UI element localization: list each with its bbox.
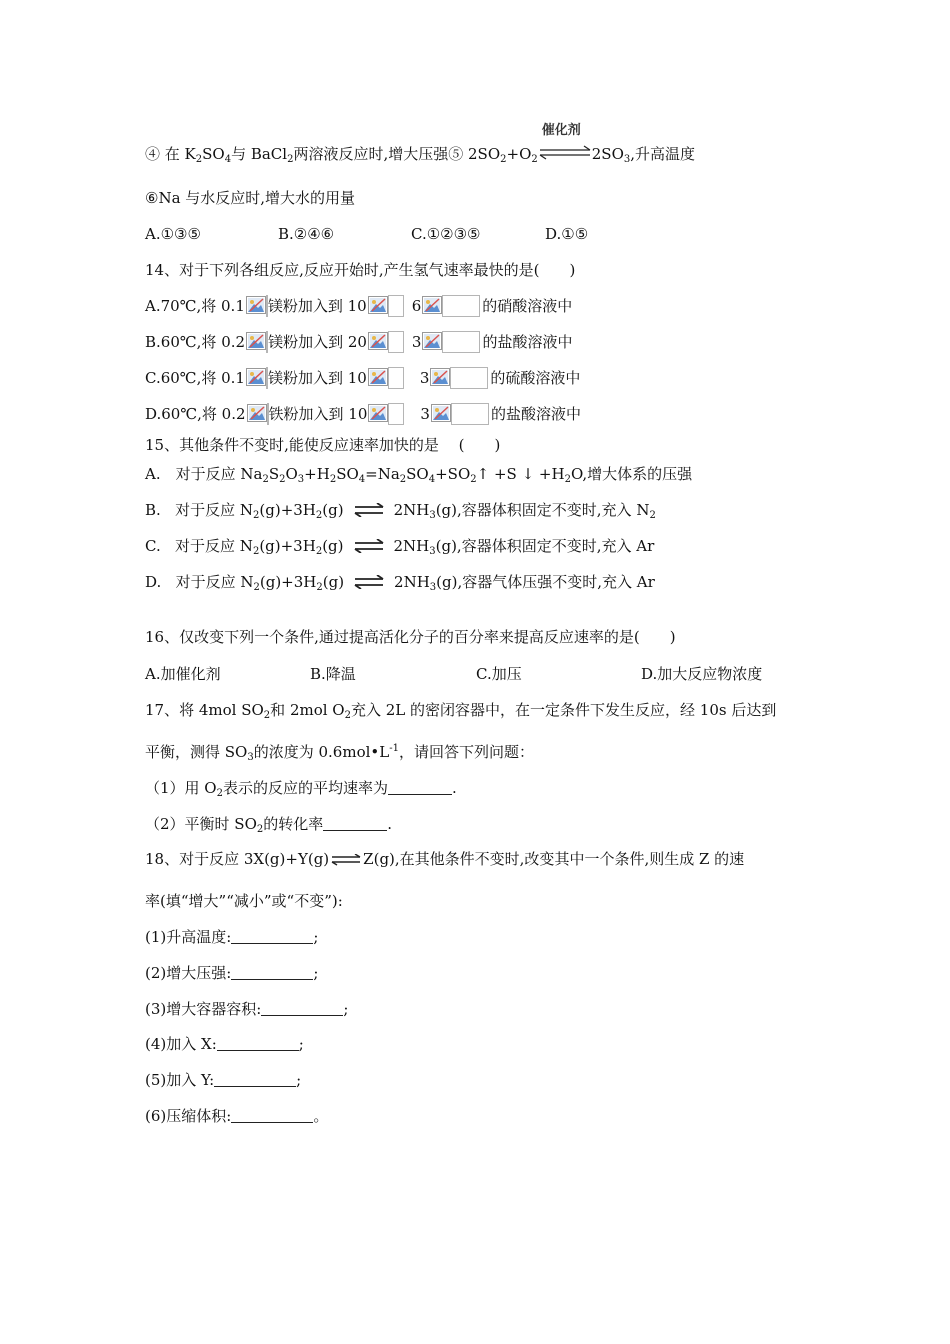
q13-option-a: A.①③⑤ <box>145 225 201 243</box>
q17-stem-line2: 平衡，测得 $SO_3$的浓度为 $0.6mol•L^{-1}$，请回答下列问题： <box>145 743 534 763</box>
q14-option-c: C.60℃,将 0.1 镁粉加入到 10 3 的硫酸溶液中 <box>145 369 581 387</box>
answer-blank[interactable] <box>388 780 452 795</box>
broken-image-icon <box>368 404 388 422</box>
q15-option-c: C. 对于反应 $N_2(g)+3H_2(g)$ $2NH_3(g)$,容器体积固定不变时,充入 Ar <box>145 537 655 557</box>
broken-image-icon <box>246 332 266 350</box>
q17-part2: （2）平衡时 $SO_2$的转化率 . <box>145 815 393 835</box>
q18-stem-line2: 率(填“增大”“减小”或“不变”): <box>145 892 343 910</box>
q14-stem: 14、对于下列各组反应,反应开始时,产生氢气速率最快的是( ) <box>145 261 576 279</box>
q13-item-4-5: ④ 在 $K_2SO_4$与 BaCl$_2$两溶液反应时,增大压强⑤ $2SO_2+O_2$ 催化剂 $2SO_3$,升高温度 <box>145 123 696 165</box>
q18-item-4: (4)加入 X: ; <box>145 1035 304 1053</box>
q18-item-3: (3)增大容器容积: ; <box>145 1000 349 1018</box>
answer-blank[interactable] <box>217 1036 299 1051</box>
q13-option-b: B.②④⑥ <box>278 225 335 243</box>
broken-image-icon <box>368 332 388 350</box>
catalyst-label: 催化剂 <box>541 123 581 138</box>
broken-image-icon <box>247 404 267 422</box>
q13-item-6: ⑥Na 与水反应时,增大水的用量 <box>145 189 356 207</box>
q16-option-b: B.降温 <box>310 665 356 683</box>
q16-option-c: C.加压 <box>476 665 522 683</box>
reversible-arrow-icon <box>354 539 384 553</box>
answer-blank[interactable] <box>214 1072 296 1087</box>
q15-option-b: B. 对于反应 $N_2(g)+3H_2(g)$ $2NH_3(g)$,容器体积固定不变时,充入 $N_2$ <box>145 501 656 521</box>
broken-image-icon <box>422 296 442 314</box>
broken-image-icon <box>368 368 388 386</box>
q18-stem-line1: 18、对于反应 3X(g)+Y(g) Z(g),在其他条件不变时,改变其中一个条件,则生成 Z 的速 <box>145 850 745 868</box>
broken-image-icon <box>368 296 388 314</box>
q16-option-a: A.加催化剂 <box>145 665 221 683</box>
answer-blank[interactable] <box>323 816 387 831</box>
answer-blank[interactable] <box>231 929 313 944</box>
q18-item-2: (2)增大压强: ; <box>145 964 319 982</box>
q18-item-6: (6)压缩体积: 。 <box>145 1107 329 1125</box>
answer-blank[interactable] <box>261 1001 343 1016</box>
broken-image-icon <box>431 404 451 422</box>
q18-item-5: (5)加入 Y: ; <box>145 1071 302 1089</box>
q15-option-d: D. 对于反应 $N_2(g)+3H_2(g)$ $2NH_3(g)$,容器气体压强不变时,充入 Ar <box>145 573 655 593</box>
broken-image-icon <box>246 368 266 386</box>
reversible-arrow-icon <box>331 854 361 866</box>
broken-image-icon <box>246 296 266 314</box>
q13-option-d: D.①⑤ <box>545 225 589 243</box>
q17-part1: （1）用 $O_2$表示的反应的平均速率为 . <box>145 779 457 799</box>
broken-image-icon <box>430 368 450 386</box>
q17-stem-line1: 17、将 4mol $SO_2$和 2mol $O_2$充入 2L 的密闭容器中，在一定条件下发生反应，经 10s 后达到 <box>145 701 777 721</box>
answer-blank[interactable] <box>231 1108 313 1123</box>
q15-option-a: A. 对于反应 $Na_2S_2O_3+H_2SO_4=Na_2SO_4+SO_2↑ +S$ ↓ $+H_2O$,增大体系的压强 <box>145 465 693 485</box>
q14-option-a: A.70℃,将 0.1 镁粉加入到 10 6 的硝酸溶液中 <box>145 297 573 315</box>
q16-option-d: D.加大反应物浓度 <box>641 665 763 683</box>
q15-stem: 15、其他条件不变时,能使反应速率加快的是 ( ) <box>145 436 501 454</box>
q18-item-1: (1)升高温度: ; <box>145 928 319 946</box>
reversible-arrow-icon <box>354 575 384 589</box>
q14-option-b: B.60℃,将 0.2 镁粉加入到 20 3 的盐酸溶液中 <box>145 333 573 351</box>
broken-image-icon <box>422 332 442 350</box>
answer-blank[interactable] <box>231 965 313 980</box>
reversible-arrow-icon <box>354 503 384 517</box>
catalyst-reversible-arrow <box>538 123 592 163</box>
q14-option-d: D.60℃,将 0.2 铁粉加入到 10 3 的盐酸溶液中 <box>145 405 581 423</box>
q16-stem: 16、仅改变下列一个条件,通过提高活化分子的百分率来提高反应速率的是( ) <box>145 628 676 646</box>
q13-option-c: C.①②③⑤ <box>411 225 481 243</box>
